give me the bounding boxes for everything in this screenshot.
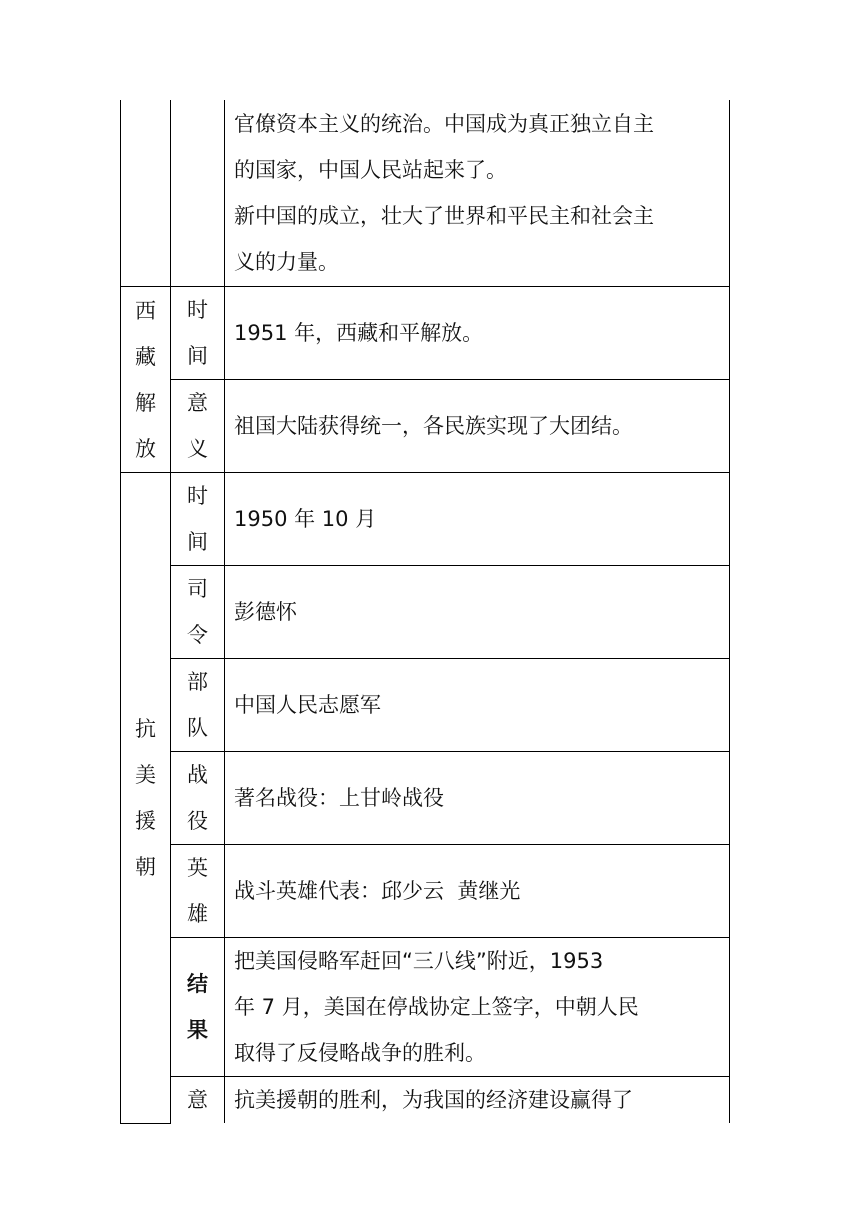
field-content: 著名战役：上甘岭战役	[225, 752, 730, 845]
field-label	[171, 845, 225, 938]
label-char: 队	[187, 716, 208, 740]
field-label	[171, 287, 225, 380]
table-row	[121, 473, 730, 566]
label-char: 战	[187, 763, 208, 787]
field-label	[171, 566, 225, 659]
label-char: 美	[135, 762, 156, 787]
table-row	[121, 1077, 730, 1124]
text-line: 义的力量。	[234, 250, 339, 274]
field-content: 抗美援朝的胜利，为我国的经济建设赢得了	[225, 1077, 730, 1124]
field-label	[171, 659, 225, 752]
table-row	[121, 659, 730, 752]
table-row	[121, 938, 730, 1077]
label-char: 朝	[135, 854, 156, 879]
text-line: 年 7 月，美国在停战协定上签字，中朝人民	[234, 995, 639, 1019]
label-char: 结	[187, 972, 208, 996]
label-char: 英	[187, 856, 208, 880]
field-content: 战斗英雄代表：邱少云 黄继光	[225, 845, 730, 938]
label-char: 司	[187, 577, 208, 601]
label-char: 雄	[187, 902, 208, 926]
event-label-korea	[121, 473, 171, 1124]
label-char: 部	[187, 670, 208, 694]
text-line: 官僚资本主义的统治。中国成为真正独立自主	[234, 112, 654, 136]
field-label	[171, 1077, 225, 1124]
text-line: 新中国的成立，壮大了世界和平民主和社会主	[234, 204, 654, 228]
label-char: 时	[187, 298, 208, 322]
table-row	[121, 566, 730, 659]
field-content: 祖国大陆获得统一，各民族实现了大团结。	[225, 380, 730, 473]
text-line: 把美国侵略军赶回“三八线”附近，1953	[234, 949, 604, 973]
field-label	[171, 473, 225, 566]
field-content	[225, 938, 730, 1077]
label-char: 放	[135, 436, 156, 461]
field-label	[171, 380, 225, 473]
label-char: 抗	[135, 716, 156, 741]
continued-meaning-cell	[225, 100, 730, 287]
field-label	[171, 938, 225, 1077]
label-char: 令	[187, 623, 208, 647]
label-char: 意	[187, 1088, 208, 1112]
label-char: 间	[187, 344, 208, 368]
label-char: 藏	[135, 344, 156, 369]
table-row	[121, 845, 730, 938]
field-content: 1950 年 10 月	[225, 473, 730, 566]
label-cell-empty	[171, 100, 225, 287]
history-table-fragment	[120, 100, 729, 1124]
label-char: 西	[135, 298, 156, 323]
event-label-tibet	[121, 287, 171, 473]
label-char: 意	[187, 391, 208, 415]
table-row	[121, 380, 730, 473]
label-char: 役	[187, 809, 208, 833]
field-content: 1951 年，西藏和平解放。	[225, 287, 730, 380]
table-row	[121, 752, 730, 845]
field-content: 彭德怀	[225, 566, 730, 659]
text-line: 的国家，中国人民站起来了。	[234, 158, 507, 182]
label-char: 间	[187, 530, 208, 554]
table-row	[121, 287, 730, 380]
field-content: 中国人民志愿军	[225, 659, 730, 752]
table-row-continued	[121, 100, 730, 287]
field-label	[171, 752, 225, 845]
text-line: 取得了反侵略战争的胜利。	[234, 1041, 486, 1065]
history-table	[120, 100, 730, 1124]
label-char: 果	[187, 1018, 208, 1042]
label-char: 义	[187, 437, 208, 461]
label-char: 援	[135, 808, 156, 833]
label-char: 解	[135, 390, 156, 415]
label-char: 时	[187, 484, 208, 508]
event-cell-empty	[121, 100, 171, 287]
